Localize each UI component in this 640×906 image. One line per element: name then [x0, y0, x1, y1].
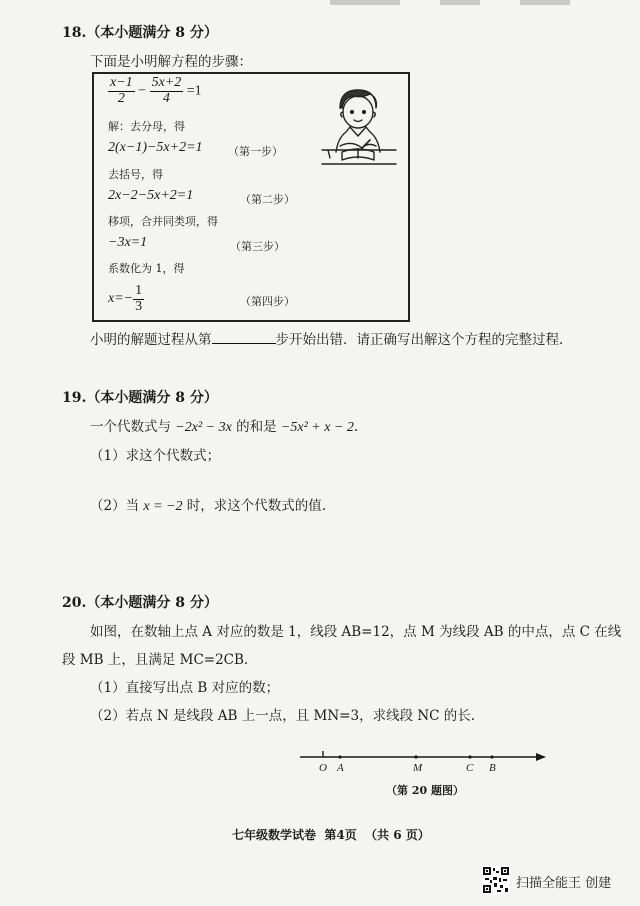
q18-title: 18.（本小题满分 8 分）: [62, 25, 218, 41]
q18-step3-expr: −3x=1: [108, 235, 148, 250]
step4-den: 3: [135, 298, 143, 314]
q20-part2: （2）若点 N 是线段 AB 上一点，且 MN=3，求线段 NC 的长.: [90, 708, 476, 724]
q19-title: 19.（本小题满分 8 分）: [62, 390, 218, 406]
qr-code-icon: [482, 866, 510, 894]
point-m-dot: [414, 755, 417, 758]
top-edge-mark: [440, 0, 480, 5]
eq-frac1-den: 2: [117, 90, 125, 106]
number-line-arrowhead: [536, 753, 546, 761]
label-c: C: [466, 762, 474, 774]
q18-step4-label: （第四步）: [240, 295, 295, 308]
q18-step1-expr: 2(x−1)−5x+2=1: [108, 140, 203, 155]
q19-stem-a: 一个代数式与: [90, 419, 171, 435]
label-m: M: [413, 762, 423, 774]
label-a: A: [337, 762, 344, 774]
q18-answer-blank[interactable]: [212, 329, 276, 344]
q18-intro: 下面是小明解方程的步骤：: [90, 54, 252, 70]
q19-part1: （1）求这个代数式；: [90, 448, 221, 464]
q18-step2-label: （第二步）: [240, 193, 295, 206]
point-c-dot: [468, 755, 471, 758]
step4-lhs: x=−: [108, 291, 134, 307]
q19-part2-expr: x = −2: [143, 499, 183, 514]
q18-equation: [108, 76, 202, 106]
point-a-dot: [338, 755, 341, 758]
q20-title: 20.（本小题满分 8 分）: [62, 595, 218, 611]
eq-frac2-den: 4: [162, 90, 170, 106]
q20-stem-line2: 段 MB 上，且满足 MC=2CB.: [62, 652, 249, 668]
q19-stem: [90, 415, 358, 436]
q19-part2: [90, 494, 326, 515]
q19-stem-b: 的和是: [236, 419, 277, 435]
eq-rhs: =1: [186, 83, 202, 99]
top-edge-mark: [520, 0, 570, 5]
q18-sol-line3: 移项，合并同类项，得: [108, 215, 218, 228]
page-footer: 七年级数学试卷 第4页 （共 6 页）: [232, 828, 430, 842]
scanner-watermark-text: 扫描全能王 创建: [516, 876, 612, 891]
q19-part2-b: 时，求这个代数式的值.: [186, 498, 327, 514]
q18-sol-line1: 解：去分母，得: [108, 120, 185, 133]
label-o: O: [319, 762, 327, 774]
q18-sol-line2: 去括号，得: [108, 168, 163, 181]
label-b: B: [489, 762, 496, 774]
q19-expr1: −2x² − 3x: [175, 420, 232, 435]
q18-step2-expr: 2x−2−5x+2=1: [108, 188, 194, 203]
q18-question-a: 小明的解题过程从第: [90, 332, 212, 348]
point-b-dot: [490, 755, 493, 758]
q18-question: [90, 328, 563, 348]
q20-part1: （1）直接写出点 B 对应的数；: [90, 680, 280, 696]
q19-stem-c: .: [353, 419, 359, 435]
top-edge-mark: [330, 0, 400, 5]
q20-figure-caption: （第 20 题图）: [386, 784, 464, 797]
eq-minus: −: [138, 83, 147, 99]
q18-question-b: 步开始出错．请正确写出解这个方程的完整过程.: [275, 332, 564, 348]
q20-stem-line1: 如图，在数轴上点 A 对应的数是 1，线段 AB=12，点 M 为线段 AB 的中点，点 C 在线: [90, 624, 622, 640]
q18-sol-line4: 系数化为 1，得: [108, 262, 185, 275]
q19-part2-a: （2）当: [90, 498, 140, 514]
number-line-figure: [296, 748, 552, 778]
eq-frac1-num: x−1: [110, 75, 133, 90]
q18-step4-expr: [108, 284, 144, 314]
student-writing-illustration: [318, 86, 400, 178]
step4-num: 1: [135, 283, 143, 298]
q19-expr2: −5x² + x − 2: [280, 420, 354, 435]
q18-step1-label: （第一步）: [228, 145, 283, 158]
q18-step3-label: （第三步）: [230, 240, 285, 253]
eq-frac2-num: 5x+2: [151, 75, 182, 90]
